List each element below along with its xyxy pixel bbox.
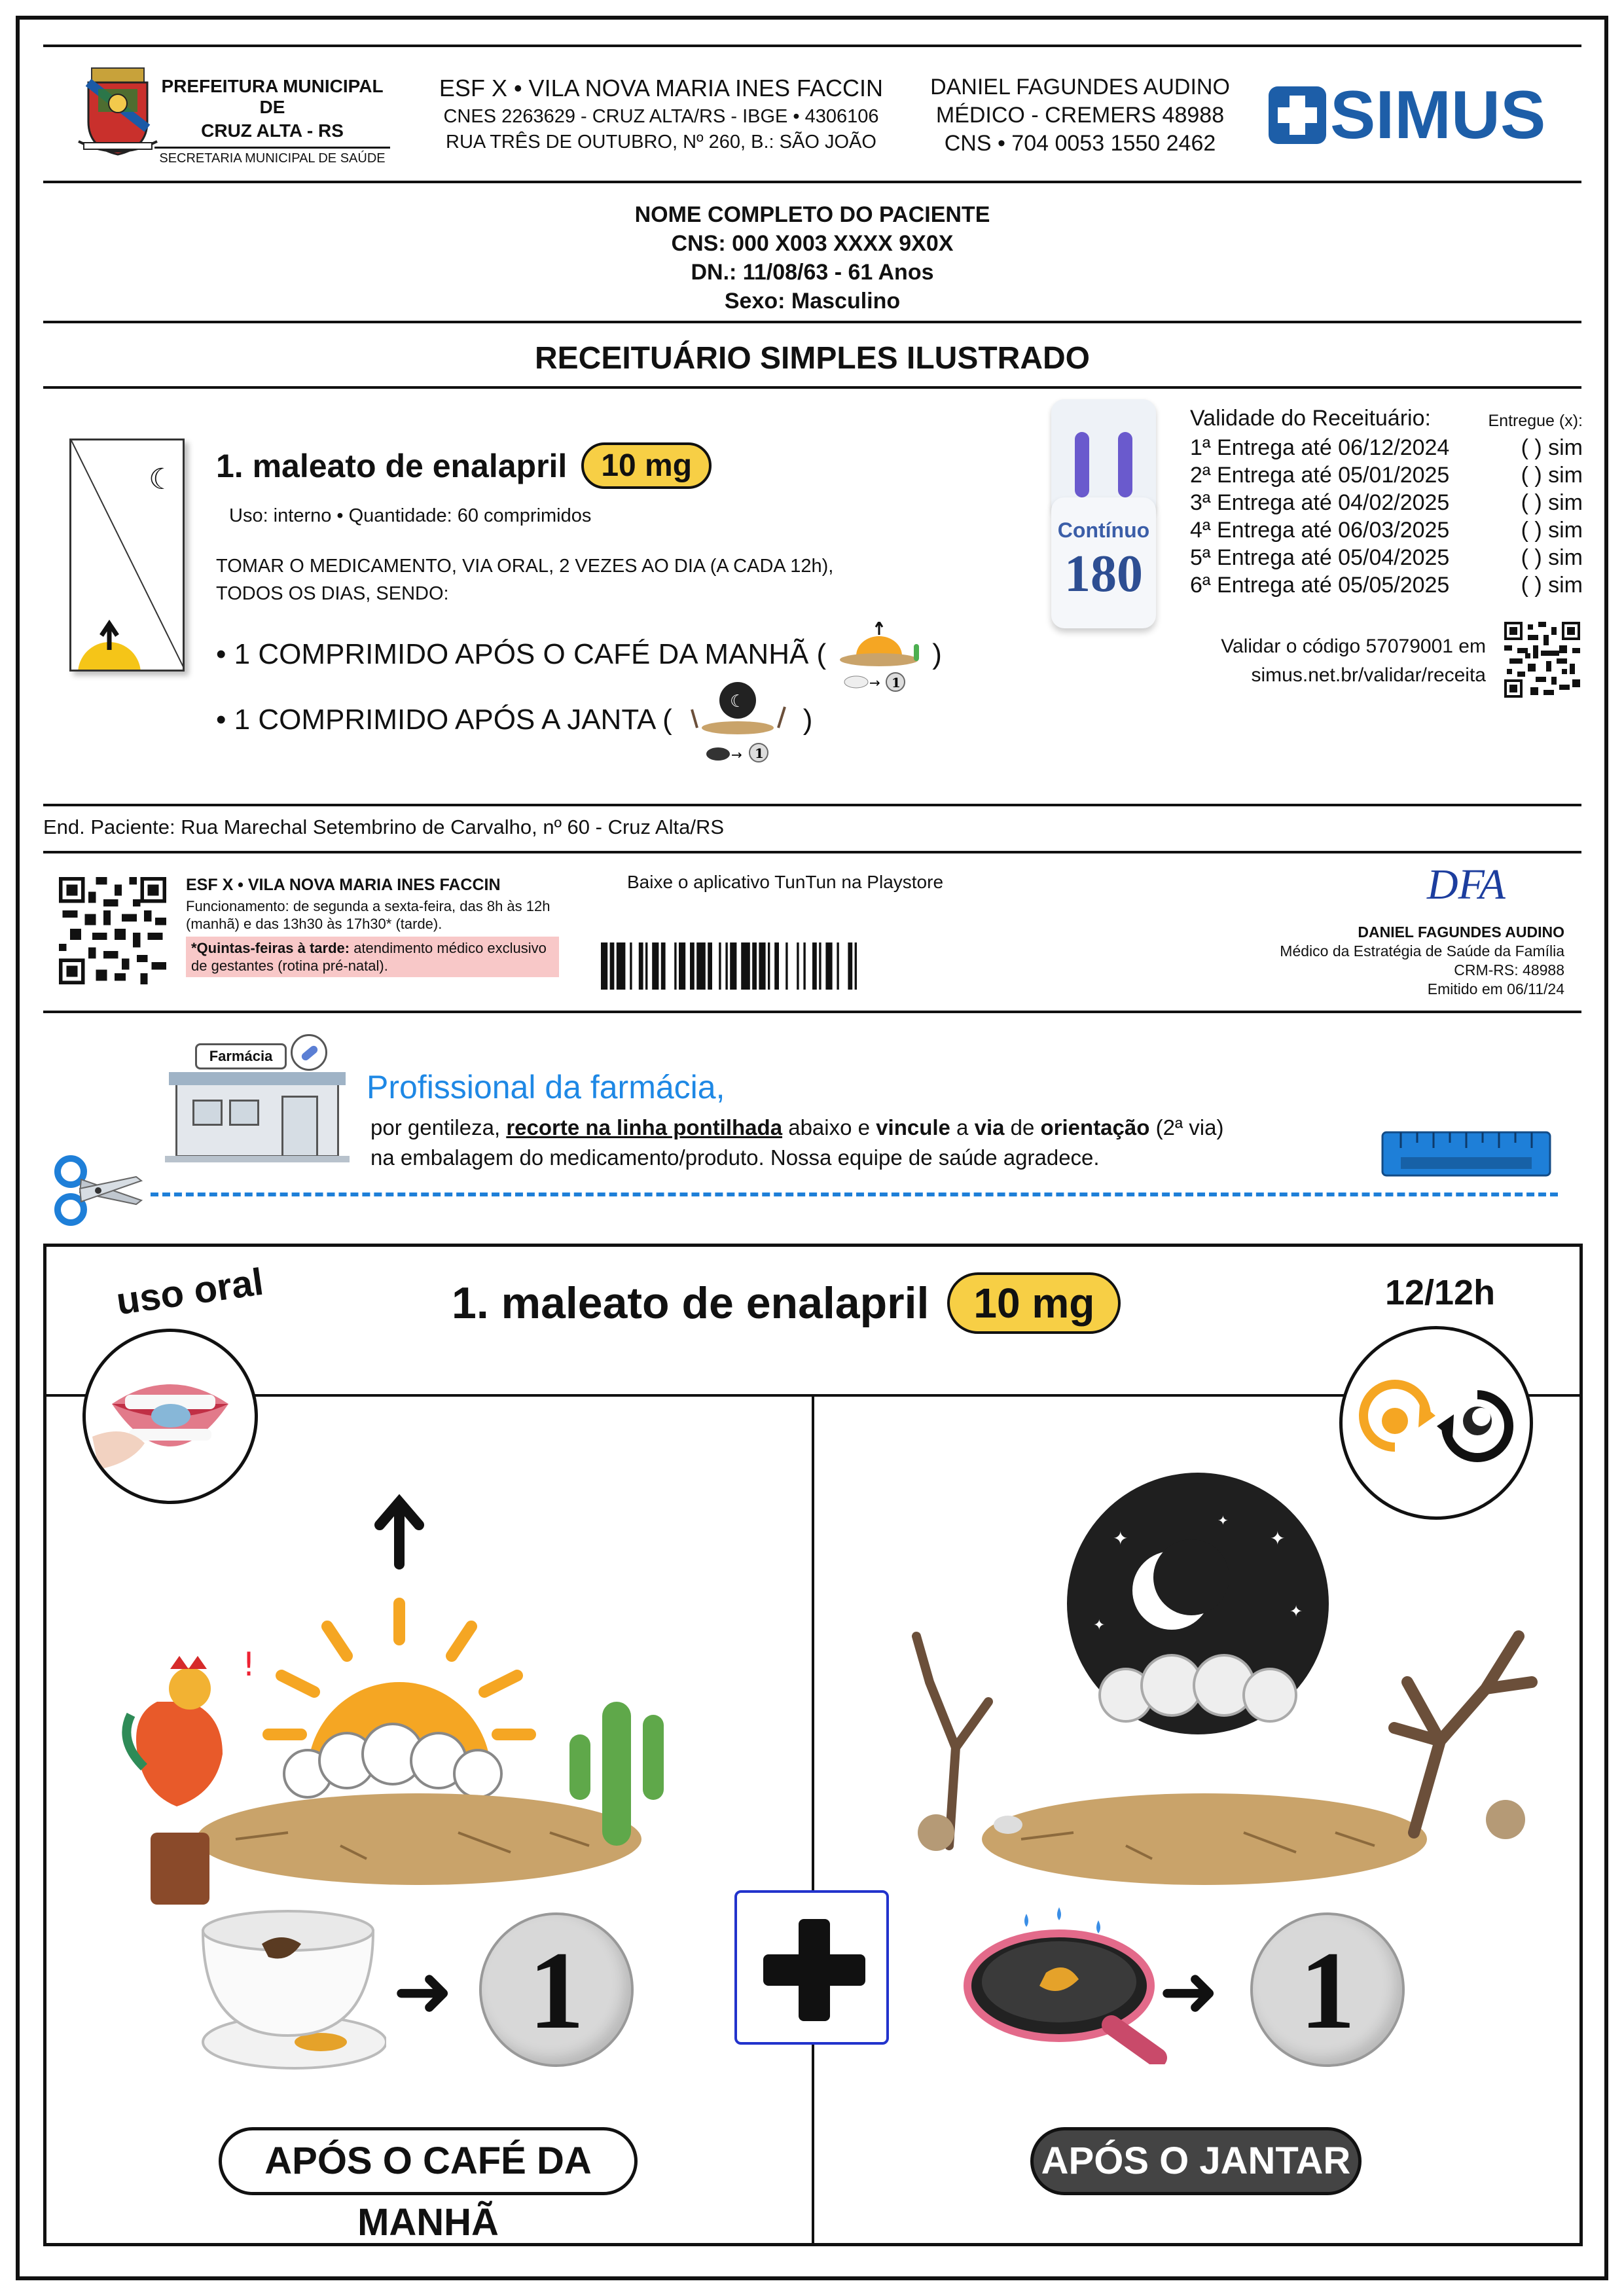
validity-entry-label: 1ª Entrega até 06/12/2024 bbox=[1190, 435, 1450, 460]
app-download-text: Baixe o aplicativo TunTun na Playstore bbox=[627, 872, 944, 892]
arrow-right-icon: ➜ bbox=[393, 1949, 454, 2033]
svg-text:→: → bbox=[869, 675, 880, 691]
svg-text:☾: ☾ bbox=[149, 463, 175, 496]
validity-entry-check[interactable]: ( ) sim bbox=[1521, 518, 1583, 543]
pill-badge-icon bbox=[291, 1034, 327, 1071]
footer-note-rest: atendimento médico exclusivo de gestantes (rotina pré-natal). bbox=[191, 940, 547, 974]
svg-text:✦: ✦ bbox=[1290, 1602, 1303, 1621]
svg-text:✦: ✦ bbox=[1270, 1528, 1286, 1549]
card-medication-dose: 10 mg bbox=[947, 1272, 1121, 1334]
sig-name: DANIEL FAGUNDES AUDINO bbox=[1358, 924, 1564, 941]
footer-note-bold: *Quintas-feiras à tarde: bbox=[191, 940, 350, 956]
doctor-name: DANIEL FAGUNDES AUDINO bbox=[930, 75, 1230, 99]
validity-block bbox=[1190, 406, 1583, 599]
document-title: RECEITUÁRIO SIMPLES ILUSTRADO bbox=[534, 341, 1091, 376]
unit-footer-info bbox=[186, 876, 559, 977]
dose-morning-close: ) bbox=[932, 638, 942, 670]
validity-entry-check[interactable]: ( ) sim bbox=[1521, 573, 1583, 598]
patient-block bbox=[43, 200, 1581, 315]
unit-name: ESF X • VILA NOVA MARIA INES FACCIN bbox=[439, 75, 884, 101]
tablet-count: 1 bbox=[528, 1929, 585, 2052]
validity-entry-check[interactable]: ( ) sim bbox=[1521, 545, 1583, 570]
medication-usage: Uso: interno • Quantidade: 60 comprimidos bbox=[229, 505, 592, 526]
sig-date: Emitido em 06/11/24 bbox=[1427, 980, 1564, 997]
svg-text:→: → bbox=[731, 747, 742, 762]
prefeitura-line1: PREFEITURA MUNICIPAL DE bbox=[161, 76, 384, 117]
footer-hours: Funcionamento: de segunda a sexta-feira, das 8h às 12h (manhã) e das 13h30 às 17h30* (tarde). bbox=[186, 898, 550, 932]
medication-name: 1. maleato de enalapril bbox=[216, 447, 568, 484]
doctor-signature: DFA bbox=[1427, 861, 1506, 908]
validity-entry bbox=[1190, 434, 1583, 461]
simus-logo-text: SIMUS bbox=[1330, 77, 1546, 153]
dose-night-close: ) bbox=[803, 704, 813, 736]
validate-line2[interactable]: simus.net.br/validar/receita bbox=[1251, 664, 1486, 686]
validation-qr-code[interactable] bbox=[1504, 622, 1580, 698]
doctor-block bbox=[916, 75, 1244, 156]
footer-bottom-rule bbox=[43, 1011, 1581, 1013]
svg-text:✦: ✦ bbox=[1113, 1528, 1128, 1549]
unit-address: RUA TRÊS DE OUTUBRO, Nº 260, B.: SÃO JOÃO bbox=[446, 132, 876, 152]
simus-logo bbox=[1269, 77, 1546, 153]
pharmacy-line2: na embalagem do medicamento/produto. Nossa equipe de saúde agradece. bbox=[370, 1145, 1100, 1170]
morning-scene bbox=[92, 1466, 746, 1937]
validity-entry bbox=[1190, 516, 1583, 544]
prescription-bottom-rule bbox=[43, 804, 1581, 806]
validate-code bbox=[1178, 632, 1486, 690]
validity-entry-check[interactable]: ( ) sim bbox=[1521, 463, 1583, 488]
patient-cns: CNS: 000 X003 XXXX 9X0X bbox=[671, 231, 954, 256]
card-heading bbox=[452, 1272, 1121, 1334]
validity-entry-label: 3ª Entrega até 04/02/2025 bbox=[1190, 490, 1450, 515]
medication-dose: 10 mg bbox=[581, 442, 712, 489]
validity-entry-label: 6ª Entrega até 05/05/2025 bbox=[1190, 573, 1450, 598]
frying-pan-icon bbox=[961, 1901, 1177, 2064]
continuous-calendar-icon bbox=[1051, 399, 1156, 628]
svg-text:!: ! bbox=[242, 1645, 256, 1683]
validity-entry-check[interactable]: ( ) sim bbox=[1521, 435, 1583, 460]
barcode bbox=[601, 942, 1022, 990]
dose-night bbox=[216, 681, 813, 762]
pharmacy-title: Profissional da farmácia, bbox=[367, 1069, 725, 1105]
delivered-label: Entregue (x): bbox=[1488, 412, 1583, 430]
validity-entry bbox=[1190, 461, 1583, 489]
validity-entry-label: 2ª Entrega até 05/01/2025 bbox=[1190, 463, 1450, 488]
doctor-cns: CNS • 704 0053 1550 2462 bbox=[944, 131, 1216, 156]
dose-morning-text: • 1 COMPRIMIDO APÓS O CAFÉ DA MANHÃ ( bbox=[216, 638, 827, 670]
pharmacy-sign: Farmácia bbox=[195, 1043, 287, 1069]
unit-cnes: CNES 2263629 - CRUZ ALTA/RS - IBGE • 4306106 bbox=[443, 106, 879, 127]
footer-unit-name: ESF X • VILA NOVA MARIA INES FACCIN bbox=[186, 876, 501, 894]
svg-text:1: 1 bbox=[892, 675, 901, 691]
prefeitura-line2: CRUZ ALTA - RS bbox=[201, 120, 344, 141]
patient-sex: Sexo: Masculino bbox=[724, 289, 901, 314]
medication-heading bbox=[216, 442, 712, 489]
unit-qr-code[interactable] bbox=[59, 877, 166, 984]
validity-entry-label: 5ª Entrega até 05/04/2025 bbox=[1190, 545, 1450, 570]
morning-mini-icon bbox=[830, 622, 928, 691]
day-period-card bbox=[69, 439, 185, 672]
header-bottom-rule bbox=[43, 181, 1581, 183]
signature-block bbox=[1178, 923, 1564, 999]
validity-list bbox=[1190, 434, 1583, 599]
validity-entry-check[interactable]: ( ) sim bbox=[1521, 490, 1583, 515]
plus-icon bbox=[734, 1890, 889, 2045]
coffee-cup-icon bbox=[190, 1905, 386, 2075]
pharmacy-building-icon bbox=[169, 1033, 346, 1164]
tablet-count-badge bbox=[1250, 1912, 1405, 2067]
patient-bottom-rule bbox=[43, 321, 1581, 323]
tablet-count-badge bbox=[479, 1912, 634, 2067]
oral-label: uso oral bbox=[113, 1260, 266, 1323]
pharmacy-line1: por gentileza, recorte na linha pontilhada abaixo e vincule a via de orientação (2ª via) bbox=[370, 1115, 1224, 1139]
arrow-right-icon: ➜ bbox=[1159, 1949, 1219, 2033]
svg-text:1: 1 bbox=[754, 745, 764, 761]
validity-entry bbox=[1190, 489, 1583, 516]
svg-text:☾: ☾ bbox=[729, 692, 746, 711]
prefeitura-block bbox=[154, 76, 390, 166]
instructions-line2: TODOS OS DIAS, SENDO: bbox=[216, 583, 449, 604]
caption-morning: APÓS O CAFÉ DA MANHÃ bbox=[219, 2127, 638, 2195]
cut-line[interactable] bbox=[151, 1193, 1558, 1196]
patient-address: End. Paciente: Rua Marechal Setembrino de Carvalho, nº 60 - Cruz Alta/RS bbox=[43, 816, 725, 838]
doctor-crm: MÉDICO - CREMERS 48988 bbox=[935, 103, 1225, 128]
pharmacy-message bbox=[370, 1113, 1223, 1173]
night-mini-icon bbox=[679, 681, 797, 762]
address-bottom-rule bbox=[43, 851, 1581, 853]
unit-block bbox=[432, 75, 890, 153]
title-bottom-rule bbox=[43, 386, 1581, 389]
validity-entry-label: 4ª Entrega até 06/03/2025 bbox=[1190, 518, 1450, 543]
header-top-rule bbox=[43, 45, 1581, 47]
validity-entry bbox=[1190, 571, 1583, 599]
validity-title: Validade do Receituário: bbox=[1190, 406, 1431, 431]
sig-role: Médico da Estratégia de Saúde da Família bbox=[1280, 942, 1564, 960]
dose-night-text: • 1 COMPRIMIDO APÓS A JANTA ( bbox=[216, 704, 672, 736]
night-scene bbox=[877, 1466, 1545, 1937]
instructions-line1: TOMAR O MEDICAMENTO, VIA ORAL, 2 VEZES AO DIA (A CADA 12h), bbox=[216, 556, 834, 577]
validate-line1: Validar o código 57079001 em bbox=[1221, 636, 1486, 657]
svg-text:✦: ✦ bbox=[1093, 1617, 1106, 1634]
patient-name: NOME COMPLETO DO PACIENTE bbox=[634, 202, 990, 227]
coat-of-arms-icon bbox=[72, 63, 164, 161]
calendar-days: 180 bbox=[1064, 545, 1143, 603]
medication-instructions bbox=[216, 552, 833, 607]
card-medication-name: 1. maleato de enalapril bbox=[452, 1278, 929, 1328]
svg-text:✦: ✦ bbox=[1218, 1513, 1229, 1528]
prefeitura-line3: SECRETARIA MUNICIPAL DE SAÚDE bbox=[154, 147, 390, 166]
medical-cross-icon bbox=[1269, 86, 1326, 144]
validity-entry bbox=[1190, 544, 1583, 571]
sig-crm: CRM-RS: 48988 bbox=[1454, 961, 1564, 978]
calendar-label: Contínuo bbox=[1057, 518, 1150, 542]
frequency-label: 12/12h bbox=[1384, 1273, 1496, 1312]
ruler-icon bbox=[1381, 1128, 1551, 1178]
card-middle-divider bbox=[812, 1397, 814, 2246]
tablet-count: 1 bbox=[1299, 1929, 1356, 2052]
dose-morning bbox=[216, 622, 942, 691]
footer-note bbox=[186, 937, 559, 977]
scissors-icon[interactable] bbox=[52, 1155, 144, 1227]
caption-night: APÓS O JANTAR bbox=[1030, 2127, 1362, 2195]
patient-dob: DN.: 11/08/63 - 61 Anos bbox=[691, 260, 934, 285]
